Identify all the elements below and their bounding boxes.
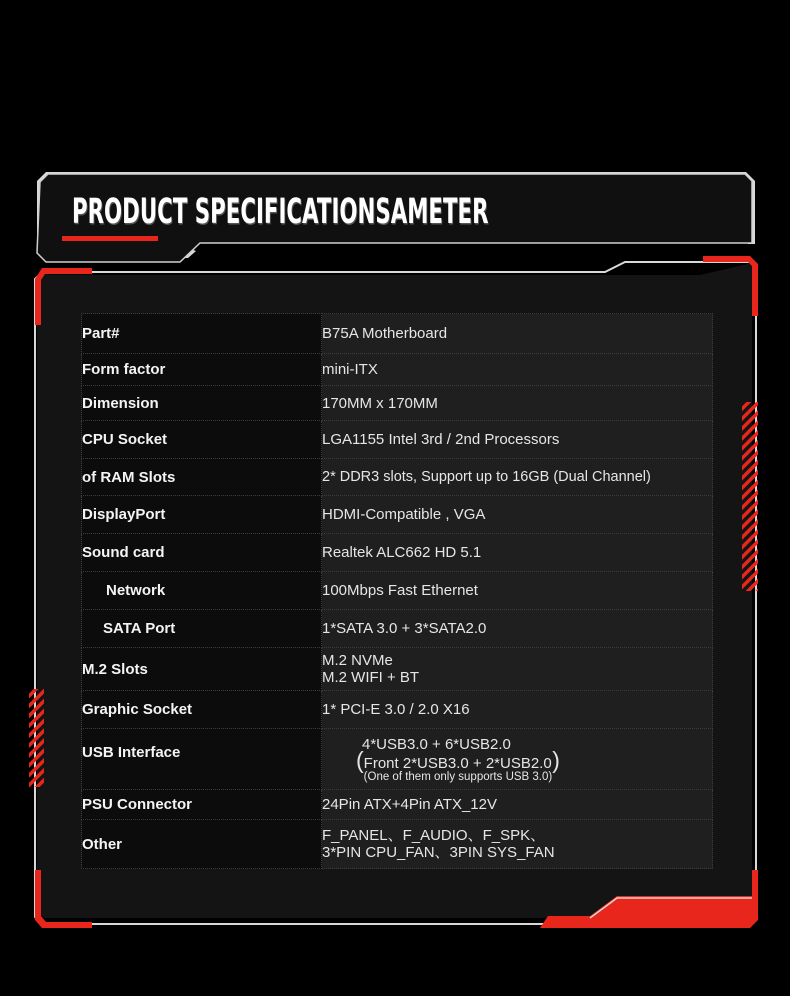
spec-value: LGA1155 Intel 3rd / 2nd Processors — [322, 421, 713, 459]
page-title: PRODUCT SPECIFICATIONSAMETER — [72, 192, 489, 233]
spec-value: B75A Motherboard — [322, 314, 713, 354]
spec-value: 1*SATA 3.0 + 3*SATA2.0 — [322, 610, 713, 648]
paren-open: ( — [356, 746, 364, 773]
spec-value-line: M.2 NVMe — [322, 652, 393, 669]
spec-value — [322, 648, 713, 691]
spec-label: Part# — [82, 314, 322, 354]
hatch-strip-left — [29, 689, 44, 787]
table-row — [82, 610, 713, 648]
table-row — [82, 314, 713, 354]
table-row — [82, 534, 713, 572]
spec-value-line — [356, 746, 712, 783]
spec-value-line: F_PANEL、F_AUDIO、F_SPK、 — [322, 827, 546, 844]
spec-label: USB Interface — [82, 729, 322, 790]
spec-value: 2* DDR3 slots, Support up to 16GB (Dual Channel) — [322, 459, 713, 496]
spec-value-group — [364, 756, 553, 783]
table-row — [82, 421, 713, 459]
spec-value: Realtek ALC662 HD 5.1 — [322, 534, 713, 572]
spec-label: Form factor — [82, 354, 322, 386]
table-row — [82, 459, 713, 496]
paren-close: ) — [552, 746, 560, 773]
spec-value: HDMI-Compatible , VGA — [322, 496, 713, 534]
spec-value-note: (One of them only supports USB 3.0) — [363, 770, 553, 783]
spec-table — [81, 313, 713, 869]
table-row — [82, 386, 713, 421]
table-row — [82, 354, 713, 386]
spec-label: Dimension — [82, 386, 322, 421]
spec-value-line: 3*PIN CPU_FAN、3PIN SYS_FAN — [322, 844, 555, 861]
spec-label: DisplayPort — [82, 496, 322, 534]
spec-value: 170MM x 170MM — [322, 386, 713, 421]
spec-label: Network — [82, 572, 322, 610]
spec-value-line: 4*USB3.0 + 6*USB2.0 — [362, 735, 511, 753]
table-row — [82, 572, 713, 610]
header-accent-bar — [62, 236, 158, 241]
spec-value-line: Front 2*USB3.0 + 2*USB2.0 — [363, 754, 552, 772]
spec-label: Other — [82, 820, 322, 869]
spec-label: CPU Socket — [82, 421, 322, 459]
spec-label: M.2 Slots — [82, 648, 322, 691]
table-row — [82, 691, 713, 729]
table-row — [82, 496, 713, 534]
spec-label: of RAM Slots — [82, 459, 322, 496]
spec-value — [322, 729, 713, 790]
hatch-strip-right — [742, 402, 758, 591]
spec-label: Graphic Socket — [82, 691, 322, 729]
spec-value-line: M.2 WIFI + BT — [322, 669, 420, 686]
spec-value: 100Mbps Fast Ethernet — [322, 572, 713, 610]
spec-value: mini-ITX — [322, 354, 713, 386]
spec-value: 24Pin ATX+4Pin ATX_12V — [322, 790, 713, 820]
table-row — [82, 648, 713, 691]
table-row — [82, 820, 713, 869]
spec-label: PSU Connector — [82, 790, 322, 820]
table-row — [82, 790, 713, 820]
spec-value — [322, 820, 713, 869]
spec-label: SATA Port — [82, 610, 322, 648]
spec-value: 1* PCI-E 3.0 / 2.0 X16 — [322, 691, 713, 729]
spec-label: Sound card — [82, 534, 322, 572]
table-row — [82, 729, 713, 790]
